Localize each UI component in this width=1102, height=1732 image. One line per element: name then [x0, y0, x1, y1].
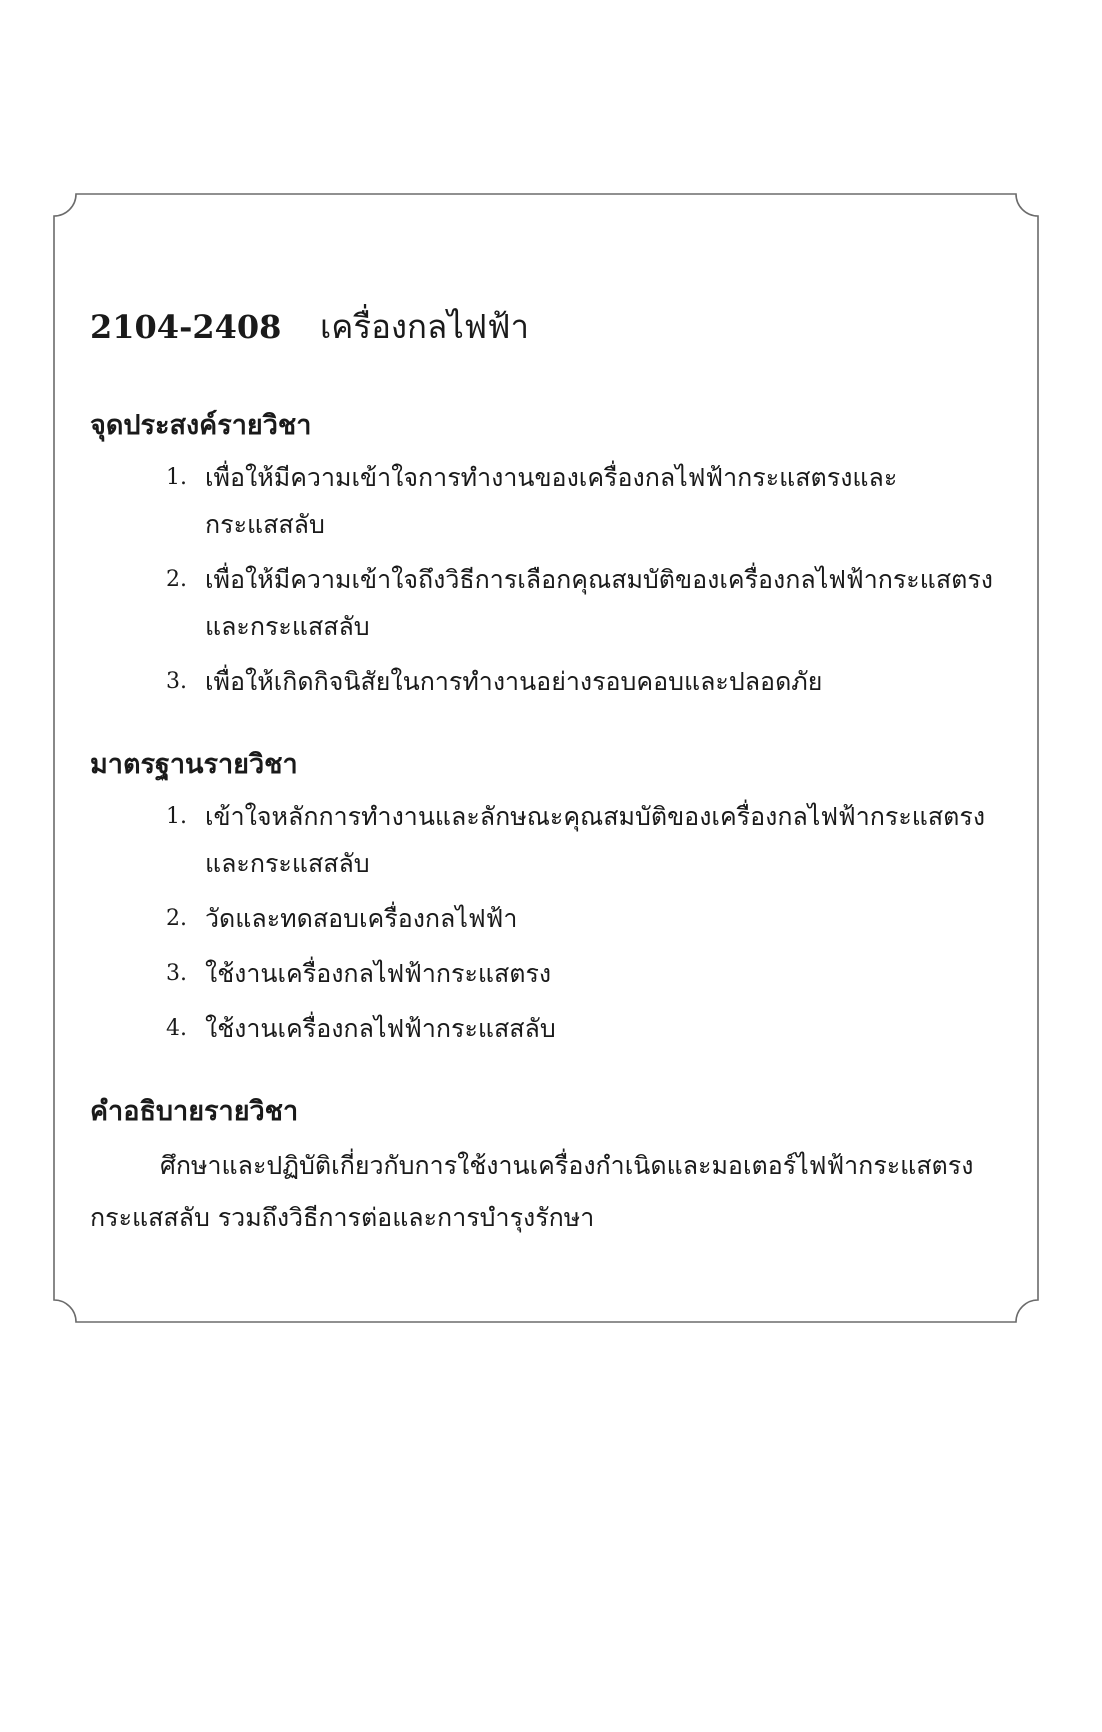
item-number: 2.	[166, 567, 187, 592]
standards-list	[90, 793, 1010, 1052]
list-item	[90, 454, 1010, 548]
item-text: วัดและทดสอบเครื่องกลไฟฟ้า	[205, 904, 518, 933]
objectives-list	[90, 454, 1010, 705]
list-item	[90, 1005, 1010, 1052]
list-item	[90, 658, 1010, 705]
course-code: 2104-2408	[90, 308, 282, 346]
list-item	[90, 950, 1010, 997]
item-text: เพื่อให้มีความเข้าใจถึงวิธีการเลือกคุณสมบัติของเครื่องกลไฟฟ้ากระแสตรงและกระแสสลับ	[205, 565, 993, 641]
list-item	[90, 793, 1010, 887]
objectives-heading: จุดประสงค์รายวิชา	[90, 410, 312, 441]
item-text: เพื่อให้มีความเข้าใจการทำงานของเครื่องกลไฟฟ้ากระแสตรงและกระแสสลับ	[205, 463, 898, 539]
item-number: 2.	[166, 906, 187, 931]
course-title: เครื่องกลไฟฟ้า	[320, 307, 530, 346]
item-number: 4.	[166, 1016, 187, 1041]
item-text: เพื่อให้เกิดกิจนิสัยในการทำงานอย่างรอบคอบและปลอดภัย	[205, 667, 823, 696]
item-number: 1.	[166, 804, 187, 829]
description-heading: คำอธิบายรายวิชา	[90, 1096, 299, 1127]
item-text: ใช้งานเครื่องกลไฟฟ้ากระแสตรง	[205, 959, 552, 988]
item-number: 1.	[166, 465, 187, 490]
item-number: 3.	[166, 669, 187, 694]
item-text: ใช้งานเครื่องกลไฟฟ้ากระแสสลับ	[205, 1014, 556, 1043]
course-header	[90, 300, 1010, 360]
list-item	[90, 556, 1010, 650]
course-content	[90, 300, 1010, 1244]
description-paragraph: ศึกษาและปฏิบัติเกี่ยวกับการใช้งานเครื่องกำเนิดและมอเตอร์ไฟฟ้ากระแสตรง กระแสสลับ รวมถึงวิธีการต่อและการบำรุงรักษา	[90, 1151, 974, 1232]
list-item	[90, 895, 1010, 942]
item-number: 3.	[166, 961, 187, 986]
standards-heading: มาตรฐานรายวิชา	[90, 749, 298, 780]
item-text: เข้าใจหลักการทำงานและลักษณะคุณสมบัติของเครื่องกลไฟฟ้ากระแสตรงและกระแสสลับ	[205, 802, 986, 878]
